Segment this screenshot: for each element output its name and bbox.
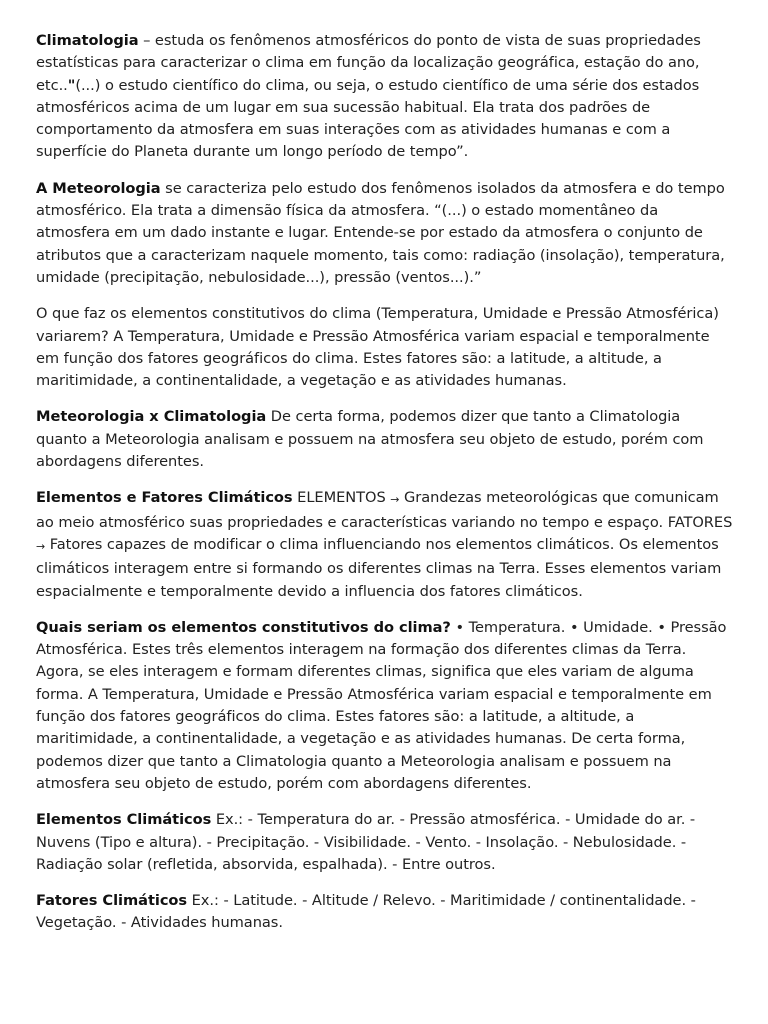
- paragraph-text: Ex.: - Latitude. - Altitude / Relevo. - Maritimidade / continentalidade. - Vegetação. - Atividades humanas.: [36, 892, 696, 932]
- paragraph-heading: Climatologia: [36, 32, 139, 49]
- paragraph-fatores-climaticos: [36, 890, 734, 935]
- paragraph-elementos-climaticos: [36, 809, 734, 876]
- paragraph-elementos-e-fatores: [36, 487, 734, 602]
- paragraph-heading: Elementos Climáticos: [36, 811, 212, 829]
- quote-mark: ": [67, 76, 76, 94]
- paragraph-text: • Temperatura. • Umidade. • Pressão Atmosférica. Estes três elementos interagem na formação dos diferentes climas da Terra. Agora, se eles interagem e formam diferentes climas, significa que eles variam de alguma forma. A Temperatura, Umidade e Pressão Atmosférica variam espacial e temporalmente em função dos fatores geográficos do clima. Estes fatores são: a latitude, a altitude, a maritimidade, a continentalidade, a vegetação e as atividades humanas. De certa forma, podemos dizer que tanto a Climatologia quanto a Meteorologia analisam e possuem na atmosfera seu objeto de estudo, porém com abordagens diferentes.: [36, 618, 727, 792]
- arrow-icon: →: [390, 493, 400, 507]
- paragraph-heading: A Meteorologia: [36, 179, 161, 197]
- paragraph-elementos-constitutivos: [36, 617, 734, 795]
- paragraph-text: Ex.: - Temperatura do ar. - Pressão atmosférica. - Umidade do ar. - Nuvens (Tipo e altura). - Precipitação. - Visibilidade. - Vento. - Insolação. - Nebulosidade. - Radiação solar (refletida, absorvida, espalhada). - Entre outros.: [36, 811, 696, 873]
- arrow-icon: →: [36, 539, 46, 553]
- paragraph-text: Grandezas meteorológicas que comunicam ao meio atmosférico suas propriedades e características variando no tempo e espaço. FATORES: [36, 489, 733, 531]
- paragraph-text: O que faz os elementos constitutivos do clima (Temperatura, Umidade e Pressão Atmosférica) variarem? A Temperatura, Umidade e Pressão Atmosférica variam espacial e temporalmente em função dos fatores geográficos do clima. Estes fatores são: a latitude, a altitude, a maritimidade, a continentalidade, a vegetação e as atividades humanas.: [36, 305, 719, 390]
- paragraph-text: De certa forma, podemos dizer que tanto a Climatologia quanto a Meteorologia analisam e possuem na atmosfera seu objeto de estudo, porém com abordagens diferentes.: [36, 408, 704, 471]
- paragraph-text: ELEMENTOS: [292, 489, 391, 507]
- paragraph-text: se caracteriza pelo estudo dos fenômenos isolados da atmosfera e do tempo atmosférico. Ela trata a dimensão física da atmosfera. “(...) o estado momentâneo da atmosfera em um dado instante e lugar. Entende-se por estado da atmosfera o conjunto de atributos que a caracterizam naquele momento, tais como: radiação (insolação), temperatura, umidade (precipitação, nebulosidade...), pressão (ventos...).”: [36, 179, 725, 286]
- paragraph-elementos-variam: [36, 303, 734, 392]
- paragraph-text: (...) o estudo científico do clima, ou seja, o estudo científico de uma série dos estados atmosféricos acima de um lugar em sua sucessão habitual. Ela trata dos padrões de comportamento da atmosfera em suas interações com as atividades humanas e com a superfície do Planeta durante um longo período de tempo”.: [36, 76, 700, 161]
- paragraph-text: – estuda os fenômenos atmosféricos do ponto de vista de suas propriedades estatísticas para caracterizar o clima em função da localização geográfica, estação do ano, etc..: [36, 32, 701, 94]
- paragraph-heading: Fatores Climáticos: [36, 892, 188, 910]
- paragraph-heading: Meteorologia x Climatologia: [36, 408, 267, 426]
- paragraph-meteorologia-x-climatologia: [36, 406, 734, 473]
- paragraph-meteorologia: [36, 178, 734, 289]
- paragraph-climatologia: [36, 30, 734, 164]
- paragraph-text: Fatores capazes de modificar o clima influenciando nos elementos climáticos. Os elementos climáticos interagem entre si formando os diferentes climas na Terra. Esses elementos variam espacialmente e temporalmente devido a influencia dos fatores climáticos.: [36, 535, 722, 600]
- paragraph-heading: Quais seriam os elementos constitutivos do clima?: [36, 618, 451, 636]
- paragraph-heading: Elementos e Fatores Climáticos: [36, 489, 293, 507]
